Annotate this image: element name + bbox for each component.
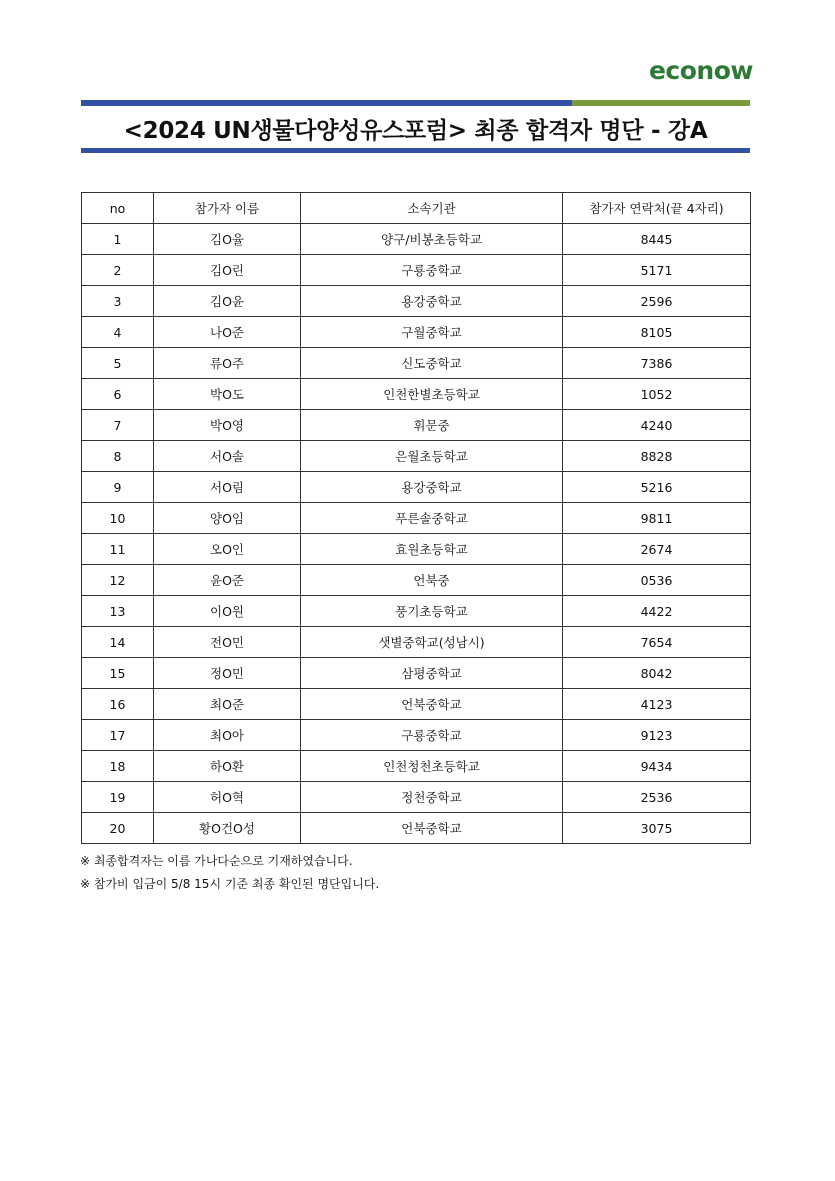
table-row — [82, 379, 751, 410]
header-affiliation: 소속기관 — [301, 193, 563, 224]
cell-no: 8 — [82, 441, 154, 472]
cell-name: 서O림 — [154, 472, 301, 503]
cell-contact: 4123 — [563, 689, 751, 720]
cell-name: 이O원 — [154, 596, 301, 627]
cell-no: 3 — [82, 286, 154, 317]
title-bottom-bar — [81, 148, 750, 153]
table-row — [82, 224, 751, 255]
cell-no: 10 — [82, 503, 154, 534]
notes — [80, 850, 379, 896]
cell-no: 15 — [82, 658, 154, 689]
cell-no: 17 — [82, 720, 154, 751]
header-no: no — [82, 193, 154, 224]
table-row — [82, 596, 751, 627]
table-row — [82, 813, 751, 844]
cell-name: 류O주 — [154, 348, 301, 379]
cell-affiliation: 양구/비봉초등학교 — [301, 224, 563, 255]
cell-name: 윤O준 — [154, 565, 301, 596]
cell-contact: 8828 — [563, 441, 751, 472]
cell-affiliation: 푸른솔중학교 — [301, 503, 563, 534]
cell-contact: 2674 — [563, 534, 751, 565]
cell-no: 16 — [82, 689, 154, 720]
cell-affiliation: 삼평중학교 — [301, 658, 563, 689]
cell-name: 최O아 — [154, 720, 301, 751]
cell-name: 양O임 — [154, 503, 301, 534]
cell-no: 20 — [82, 813, 154, 844]
cell-affiliation: 구월중학교 — [301, 317, 563, 348]
cell-contact: 7386 — [563, 348, 751, 379]
cell-affiliation: 구룡중학교 — [301, 255, 563, 286]
cell-name: 정O민 — [154, 658, 301, 689]
cell-contact: 5171 — [563, 255, 751, 286]
table-row — [82, 658, 751, 689]
cell-affiliation: 언북중학교 — [301, 689, 563, 720]
cell-name: 박O영 — [154, 410, 301, 441]
econow-logo: econow — [648, 56, 753, 85]
cell-contact: 2536 — [563, 782, 751, 813]
note-sort-order: ※ 최종합격자는 이름 가나다순으로 기재하였습니다. — [80, 854, 353, 868]
table-row — [82, 286, 751, 317]
cell-name: 서O솔 — [154, 441, 301, 472]
cell-contact: 9434 — [563, 751, 751, 782]
cell-name: 김O린 — [154, 255, 301, 286]
note-payment-confirmed: ※ 참가비 입금이 5/8 15시 기준 최종 확인된 명단입니다. — [80, 877, 380, 891]
cell-name: 허O혁 — [154, 782, 301, 813]
cell-contact: 8445 — [563, 224, 751, 255]
table-row — [82, 565, 751, 596]
cell-contact: 5216 — [563, 472, 751, 503]
cell-name: 오O인 — [154, 534, 301, 565]
table-row — [82, 410, 751, 441]
cell-name: 박O도 — [154, 379, 301, 410]
cell-contact: 8105 — [563, 317, 751, 348]
title-top-bar-blue — [81, 100, 572, 106]
cell-affiliation: 언북중 — [301, 565, 563, 596]
cell-no: 9 — [82, 472, 154, 503]
table-row — [82, 317, 751, 348]
cell-no: 11 — [82, 534, 154, 565]
cell-contact: 1052 — [563, 379, 751, 410]
cell-affiliation: 구룡중학교 — [301, 720, 563, 751]
header-contact: 참가자 연락처(끝 4자리) — [563, 193, 751, 224]
cell-affiliation: 언북중학교 — [301, 813, 563, 844]
table-row — [82, 751, 751, 782]
cell-contact: 7654 — [563, 627, 751, 658]
table-row — [82, 782, 751, 813]
cell-no: 1 — [82, 224, 154, 255]
cell-affiliation: 인천청천초등학교 — [301, 751, 563, 782]
cell-contact: 4240 — [563, 410, 751, 441]
cell-no: 18 — [82, 751, 154, 782]
title-top-bar-green — [572, 100, 750, 106]
cell-name: 김O윤 — [154, 286, 301, 317]
cell-no: 13 — [82, 596, 154, 627]
table-row — [82, 255, 751, 286]
cell-affiliation: 효원초등학교 — [301, 534, 563, 565]
cell-no: 2 — [82, 255, 154, 286]
cell-contact: 4422 — [563, 596, 751, 627]
cell-no: 14 — [82, 627, 154, 658]
table-row — [82, 348, 751, 379]
cell-affiliation: 휘문중 — [301, 410, 563, 441]
cell-name: 황O건O성 — [154, 813, 301, 844]
cell-affiliation: 풍기초등학교 — [301, 596, 563, 627]
cell-no: 12 — [82, 565, 154, 596]
cell-name: 전O민 — [154, 627, 301, 658]
cell-affiliation: 인천한별초등학교 — [301, 379, 563, 410]
cell-contact: 3075 — [563, 813, 751, 844]
participants-table — [81, 192, 751, 844]
table-row — [82, 503, 751, 534]
cell-contact: 9811 — [563, 503, 751, 534]
cell-contact: 2596 — [563, 286, 751, 317]
table-row — [82, 534, 751, 565]
cell-contact: 8042 — [563, 658, 751, 689]
table-row — [82, 472, 751, 503]
header-name: 참가자 이름 — [154, 193, 301, 224]
table-row — [82, 689, 751, 720]
page-title: <2024 UN생물다양성유스포럼> 최종 합격자 명단 - 강A — [123, 117, 708, 144]
title-top-bar — [81, 100, 750, 106]
cell-name: 하O환 — [154, 751, 301, 782]
table-row — [82, 441, 751, 472]
table-row — [82, 627, 751, 658]
cell-affiliation: 샛별중학교(성남시) — [301, 627, 563, 658]
cell-contact: 0536 — [563, 565, 751, 596]
cell-affiliation: 신도중학교 — [301, 348, 563, 379]
cell-name: 최O준 — [154, 689, 301, 720]
cell-contact: 9123 — [563, 720, 751, 751]
cell-no: 4 — [82, 317, 154, 348]
table-row — [82, 720, 751, 751]
table-header-row — [82, 193, 751, 224]
cell-affiliation: 용강중학교 — [301, 286, 563, 317]
cell-no: 19 — [82, 782, 154, 813]
cell-name: 김O율 — [154, 224, 301, 255]
cell-affiliation: 용강중학교 — [301, 472, 563, 503]
cell-affiliation: 정천중학교 — [301, 782, 563, 813]
cell-no: 7 — [82, 410, 154, 441]
cell-name: 나O준 — [154, 317, 301, 348]
cell-no: 5 — [82, 348, 154, 379]
cell-affiliation: 은월초등학교 — [301, 441, 563, 472]
cell-no: 6 — [82, 379, 154, 410]
